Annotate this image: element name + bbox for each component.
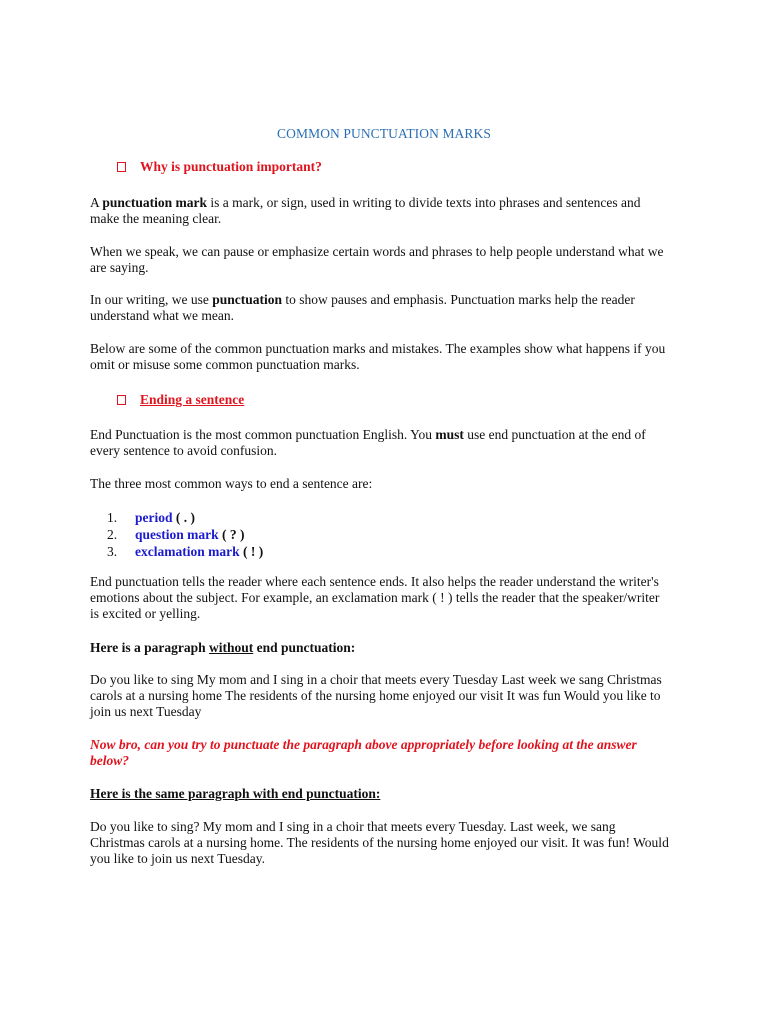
bullet-icon — [117, 162, 126, 172]
paragraph-punctuated: Do you like to sing? My mom and I sing in a choir that meets every Tuesday. Last week, we sang Christmas carols at a nursing home. The residents of the nursing home enjoyed our visit. It was fun! Would you like to join us next Tuesday. — [90, 819, 669, 866]
bold-term: punctuation — [212, 292, 283, 307]
subheading-with: Here is the same paragraph with end punctuation: — [90, 786, 381, 801]
paragraph-end-explanation: End punctuation tells the reader where each sentence ends. It also helps the reader understand the writer's emotions about the subject. For example, an exclamation mark ( ! ) tells the reader that the speaker/writer is excited or yelling. — [90, 574, 660, 621]
bullet-icon — [117, 395, 126, 405]
heading-text: Ending a sentence — [140, 392, 245, 407]
section-heading-why — [117, 159, 322, 175]
heading-text: Why is punctuation important? — [140, 159, 322, 174]
callout-exercise: Now bro, can you try to punctuate the paragraph above appropriately before looking at the answer below? — [90, 737, 637, 768]
paragraph-speaking: When we speak, we can pause or emphasize certain words and phrases to help people understand what we are saying. — [90, 244, 664, 275]
paragraph-unpunctuated: Do you like to sing My mom and I sing in a choir that meets every Tuesday Last week we sang Christmas carols at a nursing home The residents of the nursing home enjoyed our visit It was fun Would you like to join us next Tuesday — [90, 672, 662, 719]
list-item: 1. period ( . ) — [107, 510, 196, 525]
subheading-without: Here is a paragraph without end punctuation: — [90, 640, 356, 655]
paragraph-three-ways: The three most common ways to end a sentence are: — [90, 476, 373, 491]
paragraph-definition: A punctuation mark is a mark, or sign, used in writing to divide texts into phrases and sentences and make the meaning clear. — [90, 195, 641, 226]
bold-term: punctuation mark — [102, 195, 208, 210]
section-heading-ending — [117, 392, 244, 408]
paragraph-end-punctuation: End Punctuation is the most common punctuation English. You must use end punctuation at the end of every sentence to avoid confusion. — [90, 427, 646, 458]
end-punctuation-list — [107, 509, 263, 560]
paragraph-writing: In our writing, we use punctuation to show pauses and emphasis. Punctuation marks help the reader understand what we mean. — [90, 292, 635, 323]
paragraph-below: Below are some of the common punctuation marks and mistakes. The examples show what happens if you omit or misuse some common punctuation marks. — [90, 341, 666, 372]
list-item: 2. question mark ( ? ) — [107, 527, 245, 542]
bold-term: must — [435, 427, 464, 442]
list-item: 3. exclamation mark ( ! ) — [107, 544, 264, 559]
page-title: COMMON PUNCTUATION MARKS — [277, 126, 491, 141]
